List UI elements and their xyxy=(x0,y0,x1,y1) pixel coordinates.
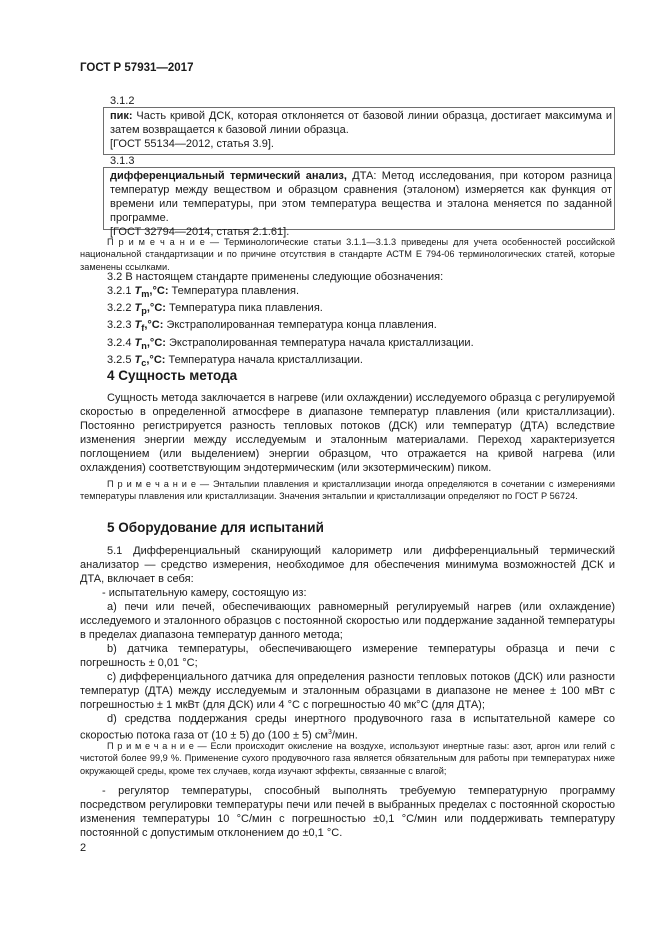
symbol-item xyxy=(107,336,474,353)
item-d-end: /мин. xyxy=(331,729,358,742)
symbol-unit: ,°C: xyxy=(149,285,169,297)
term-source: [ГОСТ 55134—2012, статья 3.9]. xyxy=(110,138,274,150)
note-label: П р и м е ч а н и е xyxy=(107,237,205,247)
symbol-number: 3.2.2 xyxy=(107,302,135,315)
note-inert-gas xyxy=(80,740,615,777)
term-definition xyxy=(104,168,614,225)
term-number: 3.1.3 xyxy=(110,155,135,167)
item-d-text: d) средства поддержания среды инертного продувочного газа в испытательной камере со скоростью потока газа от (10 ± 5) до (100 ± 5) см xyxy=(80,713,615,742)
symbol-item xyxy=(107,318,474,335)
symbol-unit: ,°C: xyxy=(146,336,166,349)
symbol-subscript: c xyxy=(141,357,147,368)
symbol-letter: T xyxy=(134,302,142,315)
note-label: П р и м е ч а н и е xyxy=(107,479,196,489)
symbol-unit: ,°C: xyxy=(146,302,166,315)
item-d-superscript: 3 xyxy=(327,729,332,736)
symbol-number: 3.2.5 xyxy=(107,353,135,366)
term-source: [ГОСТ 32794—2014, статья 2.1.61]. xyxy=(110,226,290,238)
note-terminology xyxy=(80,236,615,273)
symbol-letter: T xyxy=(134,336,142,349)
document-header: ГОСТ Р 57931—2017 xyxy=(80,62,194,74)
section-method-paragraph: Сущность метода заключается в нагреве (или охлаждении) исследуемого образца с регулируемой скоростью в определенной атмосфере в диапазоне температур плавления (или кристаллизации). Постоянно регистрируется разность тепловых потоков (ДСК) или температур (ДТА) вследствие изменения энергии между исследуемым и эталонным материалами. Переход характеризуется поглощением (или выделением) энергии образцом, что отражается на кривой нагрева (или охлаждения) соответствующим эндотермическим (или экзотермическим) пиком. xyxy=(80,392,615,474)
symbol-subscript: n xyxy=(141,340,147,351)
symbol-description: Экстраполированная температура конца плавления. xyxy=(163,319,437,332)
paragraph-item-b: b) датчика температуры, обеспечивающего измерение температуры образца и печи с погрешность ± 0,01 °С; xyxy=(80,643,615,669)
paragraph-item-a: а) печи или печей, обеспечивающих равномерный регулируемый нагрев (или охлаждение) исследуемого и эталонного образцов с постоянной скоростью или поддержание заданной температуры в пределах диапазона температур данного метода; xyxy=(80,601,615,641)
term-definition-text: Часть кривой ДСК, которая отклоняется от базовой линии образца, достигает максимума и затем возвращается к базовой линии образца. xyxy=(110,110,612,136)
paragraph-temperature-regulator: - регулятор температуры, способный выполнять требуемую температурную программу посредством регулировки температуры печи или печей в выбранных пределах с постоянной скоростью изменения температуры 10 °С/мин с погрешностью ±0,1 °С/мин или поддерживать температуру постоянной с допустимым отклонением до ±0,1 °С. xyxy=(80,785,615,839)
symbol-item xyxy=(107,301,474,318)
term-number: 3.1.2 xyxy=(110,95,135,107)
term-name: дифференциальный термический анализ, xyxy=(110,170,347,182)
term-box-dta xyxy=(103,167,615,238)
note-text: — Если происходит окисление на воздухе, используют инертные газы: азот, аргон или гелий с чистотой более 99,9 %. Применение сухого продувочного газа является обязательным для работы при температурах ниже окружающей среды, кроме тех случаев, когда изучают эффекты, связанные с влагой; xyxy=(80,741,615,776)
note-text: — Терминологические статьи 3.1.1—3.1.3 приведены для учета особенностей российской национальной стандартизации и по причине отсутствия в стандарте АСТМ Е 794-06 терминологических статей, которые заменены ссылками. xyxy=(80,237,615,272)
term-name: пик: xyxy=(110,110,133,122)
page-number: 2 xyxy=(80,842,87,854)
symbol-letter: T xyxy=(134,319,142,332)
term-definition-text: ДТА: Метод исследования, при котором разница температур между веществом и образцом сравнения (эталоном) измеряется как функция от времени или температуры, при этом температура вещества и эталона меняется по заданной программе. xyxy=(110,170,612,224)
symbols-list xyxy=(107,270,474,370)
note-label: П р и м е ч а н и е xyxy=(107,741,194,751)
symbol-unit: ,°C: xyxy=(144,319,164,332)
section-equipment-body xyxy=(80,544,615,743)
symbol-description: Температура начала кристаллизации. xyxy=(165,353,363,366)
symbol-subscript: p xyxy=(141,306,147,317)
paragraph-item-c: с) дифференциального датчика для определения разности тепловых потоков (ДСК) или разности температур (ДТА) между исследуемым и эталонным образцами в диапазоне не менее ± 100 мВт с погрешностью ± 1 мкВт (для ДСК) или 4 °С с погрешностью 40 мк°С (для ДТА); xyxy=(80,671,615,711)
symbol-item xyxy=(107,284,474,301)
symbol-letter: T xyxy=(134,285,142,297)
symbol-subscript: f xyxy=(141,323,145,334)
symbol-description: Температура плавления. xyxy=(168,285,300,297)
section-heading-method: 4 Сущность метода xyxy=(107,368,238,383)
paragraph-5-1: 5.1 Дифференциальный сканирующий калориметр или дифференциальный термический анализатор — средство измерения, необходимое для обеспечения минимума возможностей ДСК и ДТА, включает в себя: xyxy=(80,545,615,585)
symbol-description: Экстраполированная температура начала кристаллизации. xyxy=(165,336,474,349)
symbols-intro: 3.2 В настоящем стандарте применены следующие обозначения: xyxy=(107,271,444,283)
paragraph-item-d xyxy=(80,712,615,743)
note-enthalpy xyxy=(80,478,615,503)
symbol-number: 3.2.1 xyxy=(107,285,135,297)
symbol-subscript: m xyxy=(141,289,150,300)
term-definition xyxy=(104,108,614,137)
symbol-letter: T xyxy=(134,353,142,366)
paragraph-test-chamber: - испытательную камеру, состоящую из: xyxy=(102,587,307,599)
symbol-number: 3.2.4 xyxy=(107,336,135,349)
note-text: — Энтальпии плавления и кристаллизации иногда определяются в сочетании с измерениями температуры плавления или кристаллизации. Значения энтальпии и кристаллизации определяют по ГОСТ Р 56724. xyxy=(80,479,615,502)
symbol-description: Температура пика плавления. xyxy=(165,302,323,315)
section-heading-equipment: 5 Оборудование для испытаний xyxy=(107,520,324,535)
symbol-number: 3.2.3 xyxy=(107,319,135,332)
symbol-unit: ,°C: xyxy=(146,353,166,366)
term-box-peak xyxy=(103,107,615,155)
